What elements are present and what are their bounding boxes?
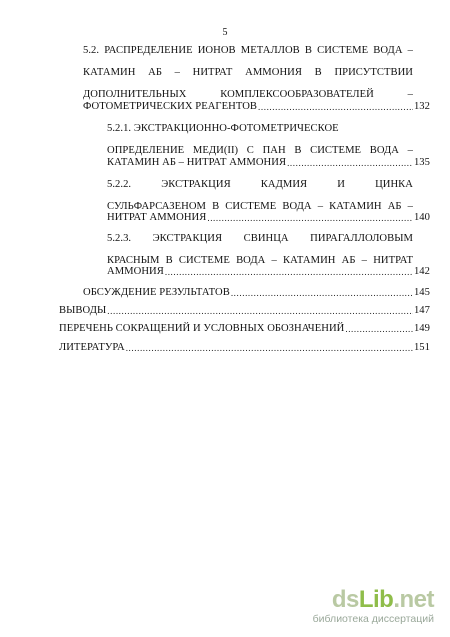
logo-ds: ds	[331, 586, 359, 613]
toc-entry-5-2-line-3: ДОПОЛНИТЕЛЬНЫХ КОМПЛЕКСООБРАЗОВАТЕЛЕЙ –	[83, 89, 413, 100]
toc-entry-label: АММОНИЯ	[107, 266, 164, 277]
toc-entry-5-2-2-line-3[interactable]	[107, 207, 430, 229]
toc-page-number: 140	[413, 212, 430, 223]
dslib-watermark	[313, 587, 434, 625]
toc-page-number: 142	[413, 266, 430, 277]
toc-entry-5-2-1-line-1: 5.2.1. ЭКСТРАКЦИОННО-ФОТОМЕТРИЧЕСКОЕ	[107, 123, 339, 134]
toc-entry-5-2-2-line-2: СУЛЬФАРСАЗЕНОМ В СИСТЕМЕ ВОДА – КАТАМИН АБ –	[107, 201, 413, 212]
toc-entry-5-2-2-line-1: 5.2.2. ЭКСТРАКЦИЯ КАДМИЯ И ЦИНКА	[107, 179, 413, 190]
dot-leader	[165, 261, 413, 283]
toc-entry-5-2-3-line-2: КРАСНЫМ В СИСТЕМЕ ВОДА – КАТАМИН АБ – НИТРАТ	[107, 255, 413, 266]
dot-leader	[258, 96, 413, 118]
toc-page-number: 145	[413, 287, 430, 298]
dot-leader	[287, 152, 413, 174]
toc-entry-label: ВЫВОДЫ	[59, 305, 107, 316]
toc-page-number: 147	[413, 305, 430, 316]
toc-entry-5-2-1-line-3[interactable]	[107, 152, 430, 174]
dot-leader	[126, 337, 413, 359]
toc-entry-label: ЛИТЕРАТУРА	[59, 342, 125, 353]
toc-entry-label: ФОТОМЕТРИЧЕСКИХ РЕАГЕНТОВ	[83, 101, 258, 112]
toc-entry-label: КАТАМИН АБ – НИТРАТ АММОНИЯ	[107, 157, 287, 168]
toc-page-number: 151	[413, 342, 430, 353]
toc-entry-5-2-3-line-1: 5.2.3. ЭКСТРАКЦИЯ СВИНЦА ПИРАГАЛЛОЛОВЫМ	[107, 233, 413, 244]
page-number: 5	[222, 27, 228, 38]
logo-lib: Lib	[358, 586, 394, 613]
dslib-logo	[313, 587, 434, 613]
toc-entry-5-2-line-2: КАТАМИН АБ – НИТРАТ АММОНИЯ В ПРИСУТСТВИИ	[83, 67, 413, 78]
toc-entry-5-2-1-line-2: ОПРЕДЕЛЕНИЕ МЕДИ(II) С ПАН В СИСТЕМЕ ВОДА –	[107, 145, 413, 156]
logo-net: .net	[393, 586, 434, 613]
toc-entry-5-2-line-4[interactable]	[83, 96, 430, 118]
toc-entry-label: ОБСУЖДЕНИЕ РЕЗУЛЬТАТОВ	[83, 287, 230, 298]
toc-page-number: 132	[413, 101, 430, 112]
toc-page-number: 135	[413, 157, 430, 168]
dot-leader	[207, 207, 413, 229]
toc-entry-label: ПЕРЕЧЕНЬ СОКРАЩЕНИЙ И УСЛОВНЫХ ОБОЗНАЧЕНИЙ	[59, 323, 345, 334]
watermark-subtitle: библиотека диссертаций	[312, 613, 434, 625]
toc-page-number: 149	[413, 323, 430, 334]
toc-entry-5-2-3-line-3[interactable]	[107, 261, 430, 283]
toc-entry-label: НИТРАТ АММОНИЯ	[107, 212, 207, 223]
toc-entry-5-2-line-1: 5.2. РАСПРЕДЕЛЕНИЕ ИОНОВ МЕТАЛЛОВ В СИСТЕМЕ ВОДА –	[83, 45, 413, 56]
toc-entry-literature[interactable]	[59, 337, 430, 359]
